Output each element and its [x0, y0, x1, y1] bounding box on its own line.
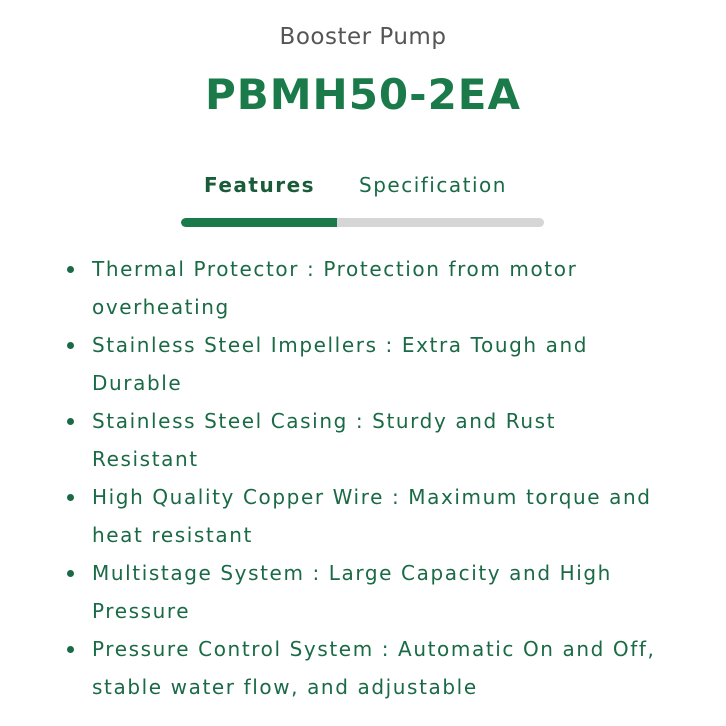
bullet-icon: [67, 646, 74, 653]
bullet-icon: [67, 342, 74, 349]
bullet-icon: [67, 418, 74, 425]
feature-item: [62, 250, 662, 326]
active-tab-indicator: [181, 218, 337, 227]
feature-item: [62, 326, 662, 402]
feature-item: [62, 478, 662, 554]
product-category: Booster Pump: [279, 24, 447, 50]
bullet-icon: [67, 570, 74, 577]
product-model-title: PBMH50-2EA: [204, 70, 522, 119]
feature-text: Stainless Steel Impellers : Extra Tough and Durable: [92, 333, 589, 395]
tab-indicator-track: [181, 218, 544, 227]
tab-features[interactable]: Features: [204, 173, 316, 197]
feature-text: High Quality Copper Wire : Maximum torque and heat resistant: [92, 485, 652, 547]
feature-text: Thermal Protector : Protection from motor overheating: [92, 257, 578, 319]
feature-text: Pressure Control System : Automatic On and Off, stable water flow, and adjustable: [92, 637, 656, 699]
bullet-icon: [67, 494, 74, 501]
feature-item: [62, 554, 662, 630]
tab-specification[interactable]: Specification: [359, 173, 507, 197]
feature-text: Multistage System : Large Capacity and High Pressure: [92, 561, 612, 623]
feature-item: [62, 402, 662, 478]
feature-item: [62, 630, 662, 706]
features-list: [62, 250, 662, 706]
bullet-icon: [67, 266, 74, 273]
feature-text: Stainless Steel Casing : Sturdy and Rust Resistant: [92, 409, 557, 471]
